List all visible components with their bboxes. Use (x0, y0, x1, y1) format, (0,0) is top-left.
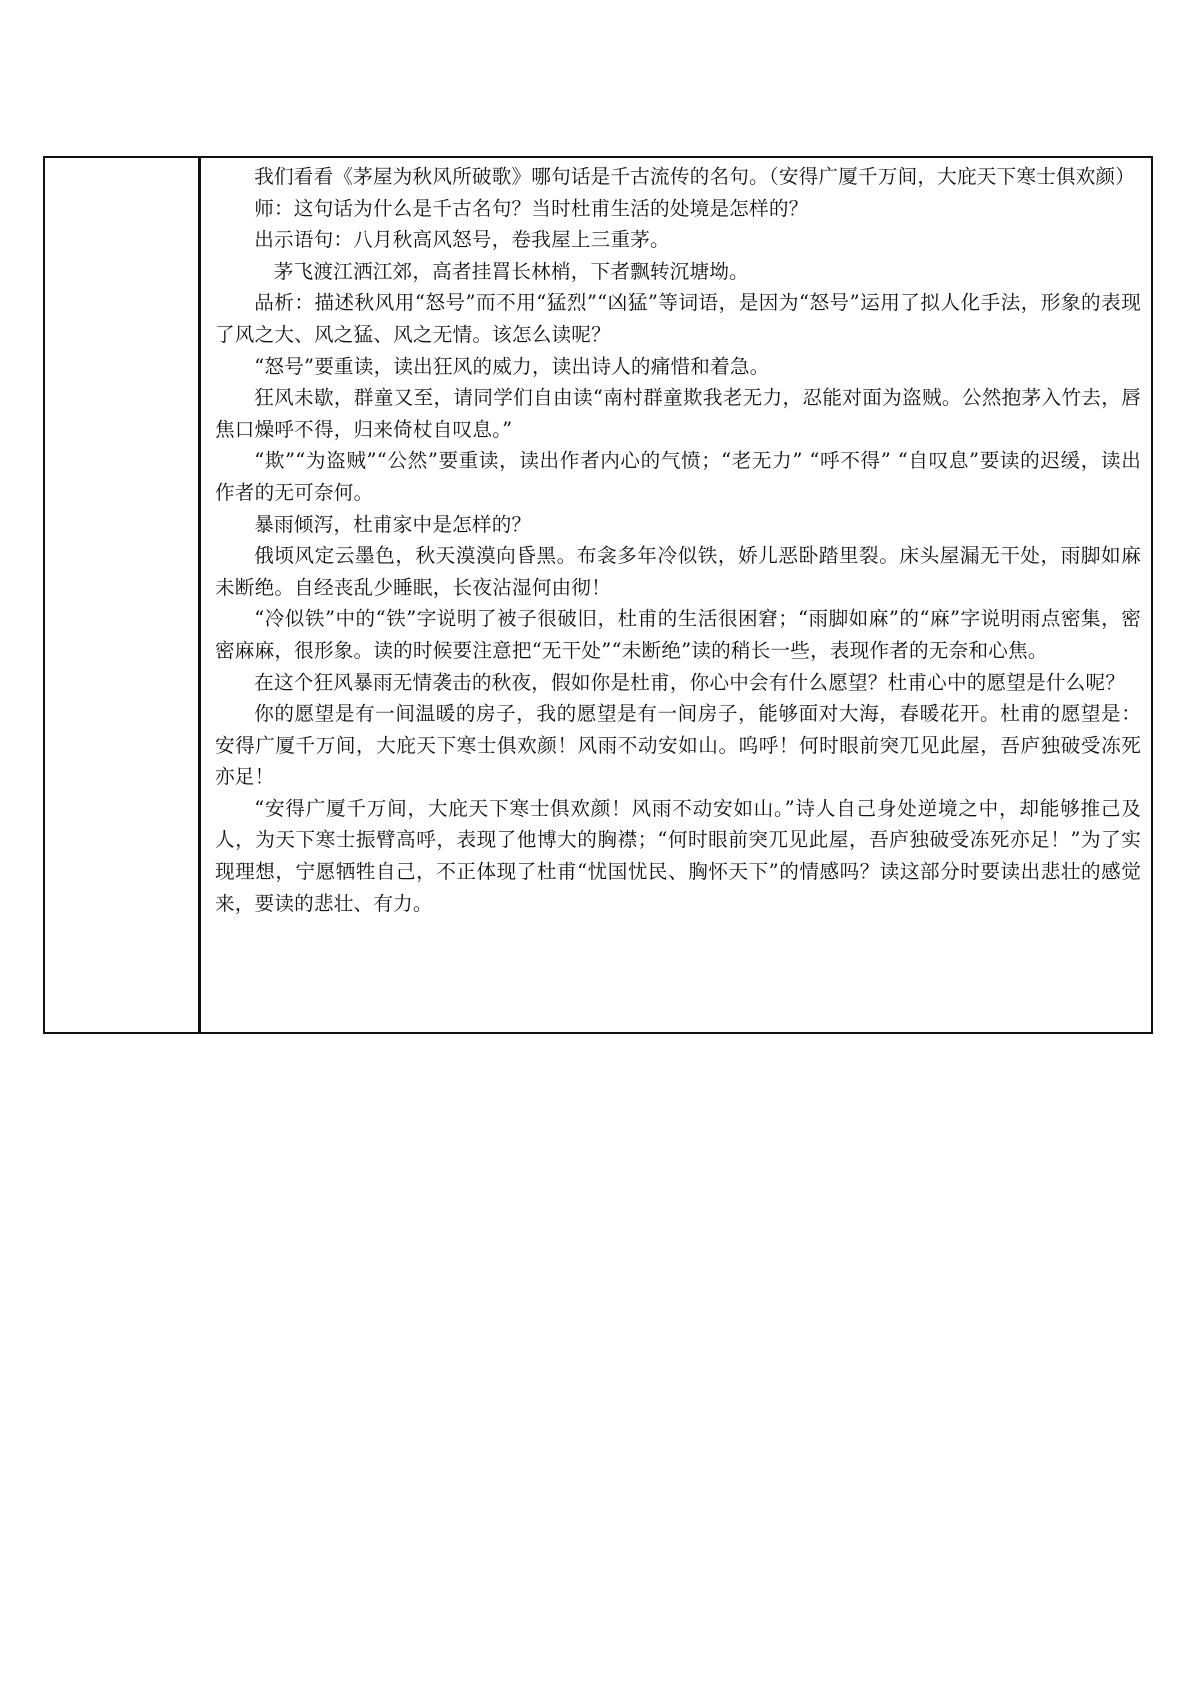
paragraph-nuhao-reading: “怒号”要重读，读出狂风的威力，读出诗人的痛惜和着急。 (254, 354, 770, 378)
paragraph-conclusion: “安得广厦千万间，大庇天下寒士俱欢颜！风雨不动安如山。”诗人自己身处逆境之中，却能够推己及人，为天下寒士振臂高呼，表现了他博大的胸襟；“何时眼前突兀见此屋，吾庐独破受冻死亦足！”为了实现理想，宁愿牺牲自己，不正体现了杜甫“忧国忧民、胸怀天下”的情感吗？读这部分时要读出悲壮的感觉来，要读的悲壮、有力。 (215, 796, 1141, 915)
content-cell (201, 158, 1151, 1032)
lesson-table (43, 156, 1153, 1034)
paragraph-children-verse: 狂风未歇，群童又至，请同学们自由读“南村群童欺我老无力，忍能对面为盗贼。公然抱茅入竹去，唇焦口燥呼不得，归来倚杖自叹息。” (215, 386, 1141, 441)
left-cell (45, 158, 201, 1032)
paragraph-analysis: 品析：描述秋风用“怒号”而不用“猛烈”“凶猛”等词语，是因为“怒号”运用了拟人化手法，形象的表现了风之大、风之猛、风之无情。该怎么读呢？ (215, 291, 1141, 346)
paragraph-emphasis-reading: “欺”“为盗贼”“公然”要重读，读出作者内心的气愤；“老无力” “呼不得” “自叹息”要读的迟缓，读出作者的无可奈何。 (215, 449, 1141, 504)
paragraph-verse-continued: 茅飞渡江洒江郊，高者挂罥长林梢，下者飘转沉塘坳。 (273, 259, 749, 283)
paragraph-rain-question: 暴雨倾泻，杜甫家中是怎样的？ (254, 512, 532, 536)
paragraph-iron-analysis: “冷似铁”中的“铁”字说明了被子很破旧，杜甫的生活很困窘；“雨脚如麻”的“麻”字说明雨点密集，密密麻麻，很形象。读的时候要注意把“无干处”“未断绝”读的稍长一些，表现作者的无奈和心焦。 (215, 607, 1141, 662)
paragraph-rain-verse: 俄顷风定云墨色，秋天漠漠向昏黑。布衾多年冷似铁，娇儿恶卧踏里裂。床头屋漏无干处，雨脚如麻未断绝。自经丧乱少睡眠，长夜沾湿何由彻！ (215, 544, 1141, 599)
paragraph-famous-line: 我们看看《茅屋为秋风所破歌》哪句话是千古流传的名句。（安得广厦千万间，大庇天下寒士俱欢颜） (254, 165, 1136, 188)
paragraph-wish-answer: 你的愿望是有一间温暖的房子，我的愿望是有一间房子，能够面对大海，春暖花开。杜甫的愿望是：安得广厦千万间，大庇天下寒士俱欢颜！风雨不动安如山。呜呼！何时眼前突兀见此屋，吾庐独破受冻死亦足！ (215, 702, 1141, 789)
paragraph-wish-question: 在这个狂风暴雨无情袭击的秋夜，假如你是杜甫，你心中会有什么愿望？杜甫心中的愿望是什么呢？ (254, 670, 1126, 694)
paragraph-teacher-question: 师：这句话为什么是千古名句？当时杜甫生活的处境是怎样的？ (254, 196, 809, 220)
paragraph-show-verse: 出示语句：八月秋高风怒号，卷我屋上三重茅。 (254, 228, 670, 252)
